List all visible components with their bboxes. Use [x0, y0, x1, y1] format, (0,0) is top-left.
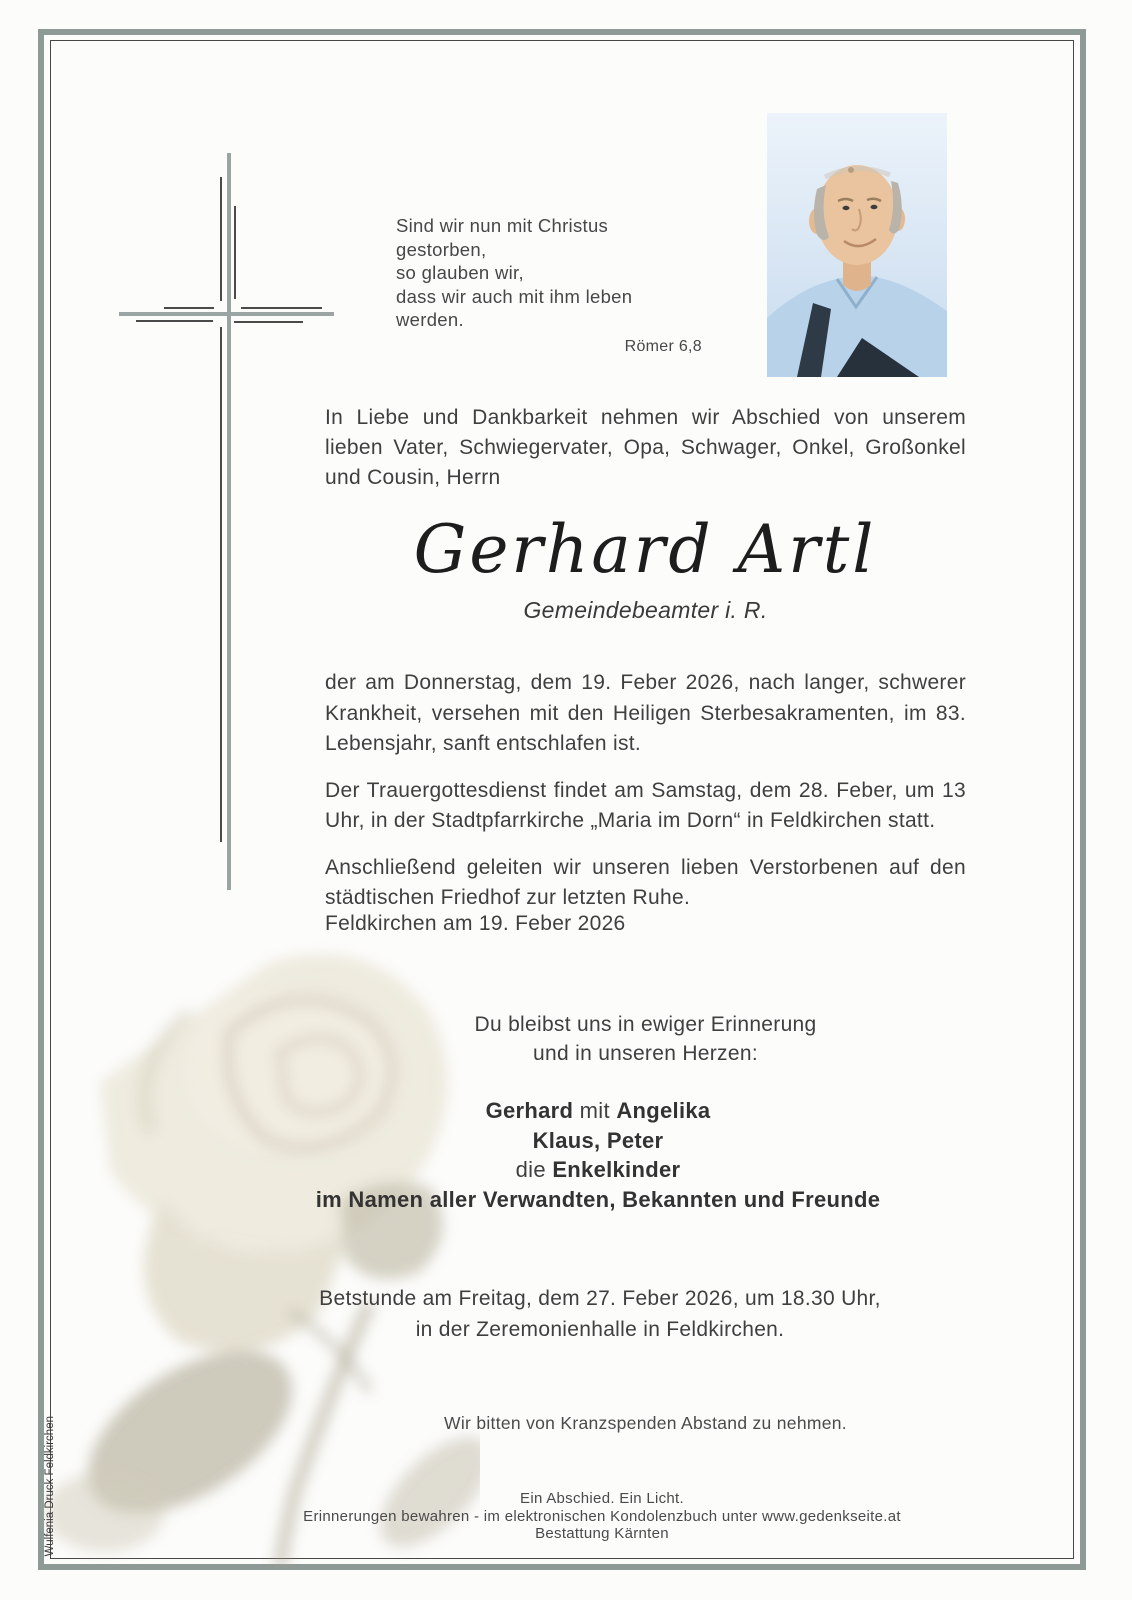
- scripture-quote: [396, 214, 702, 358]
- announcement-body: [325, 668, 966, 930]
- footer-line: Bestattung Kärnten: [535, 1525, 669, 1542]
- wreath-donation-note: Wir bitten von Kranzspenden Abstand zu nehmen.: [444, 1413, 847, 1433]
- portrait-photo: [767, 113, 947, 377]
- mourner-line: im Namen aller Verwandten, Bekannten und Freunde: [315, 1186, 881, 1212]
- prayer-hour-line: Betstunde am Freitag, dem 27. Feber 2026, um 18.30 Uhr,: [319, 1287, 881, 1310]
- printer-credit: Wulfenia Druck Feldkirchen: [44, 1415, 56, 1556]
- cross-accent-line: [164, 307, 214, 309]
- cross-accent-line: [220, 177, 222, 301]
- deceased-name: Gerhard Artl: [413, 511, 877, 588]
- quote-source: Römer 6,8: [624, 337, 702, 355]
- farewell-intro-text: In Liebe und Dankbarkeit nehmen wir Abschied von unserem lieben Vater, Schwiegervater, Opa, Schwager, Onkel, Großonkel und Cousin, Herrn: [325, 406, 966, 489]
- footer-text: [282, 1490, 922, 1543]
- cross-horizontal-line: [119, 312, 334, 316]
- dateline: Feldkirchen am 19. Feber 2026: [325, 912, 626, 935]
- prayer-hour-text: [280, 1283, 920, 1345]
- remembrance-line: und in unseren Herzen:: [533, 1042, 758, 1065]
- remembrance-text: [325, 1010, 966, 1068]
- cross-accent-line: [234, 321, 303, 323]
- quote-line: so glauben wir,: [396, 262, 524, 283]
- white-rose-watermark: [40, 872, 480, 1568]
- footer-line: Erinnerungen bewahren - im elektronischen Kondolenzbuch unter www.gedenkseite.at: [303, 1507, 901, 1525]
- deceased-title: Gemeindebeamter i. R.: [523, 597, 768, 623]
- mourner-line: Klaus, Peter: [532, 1127, 664, 1153]
- cross-vertical-line: [227, 153, 231, 890]
- mourner-line: die Enkelkinder: [515, 1157, 681, 1182]
- prayer-hour-line: in der Zeremonienhalle in Feldkirchen.: [415, 1318, 785, 1341]
- cross-accent-line: [136, 320, 213, 322]
- mourner-line: Gerhard mit Angelika: [485, 1098, 711, 1123]
- death-paragraph: der am Donnerstag, dem 19. Feber 2026, nach langer, schwerer Krankheit, versehen mit den Heiligen Sterbesakramenten, im 83. Lebensjahr, sanft entschlafen ist.: [325, 671, 966, 755]
- quote-line: Sind wir nun mit Christus gestorben,: [396, 215, 609, 260]
- cross-accent-line: [234, 206, 236, 299]
- footer-line: Ein Abschied. Ein Licht.: [520, 1490, 684, 1507]
- cross-accent-line: [220, 327, 222, 842]
- remembrance-line: Du bleibst uns in ewiger Erinnerung: [474, 1013, 817, 1036]
- cross-accent-line: [241, 307, 322, 309]
- burial-paragraph: Anschließend geleiten wir unseren lieben Verstorbenen auf den städtischen Friedhof zur letzten Ruhe.: [325, 855, 966, 909]
- quote-line: dass wir auch mit ihm leben werden.: [396, 285, 633, 330]
- service-paragraph: Der Trauergottesdienst findet am Samstag, dem 28. Feber, um 13 Uhr, in der Stadtpfarrkirche „Maria im Dorn“ in Feldkirchen statt.: [325, 778, 966, 832]
- mourners-list: [278, 1096, 918, 1214]
